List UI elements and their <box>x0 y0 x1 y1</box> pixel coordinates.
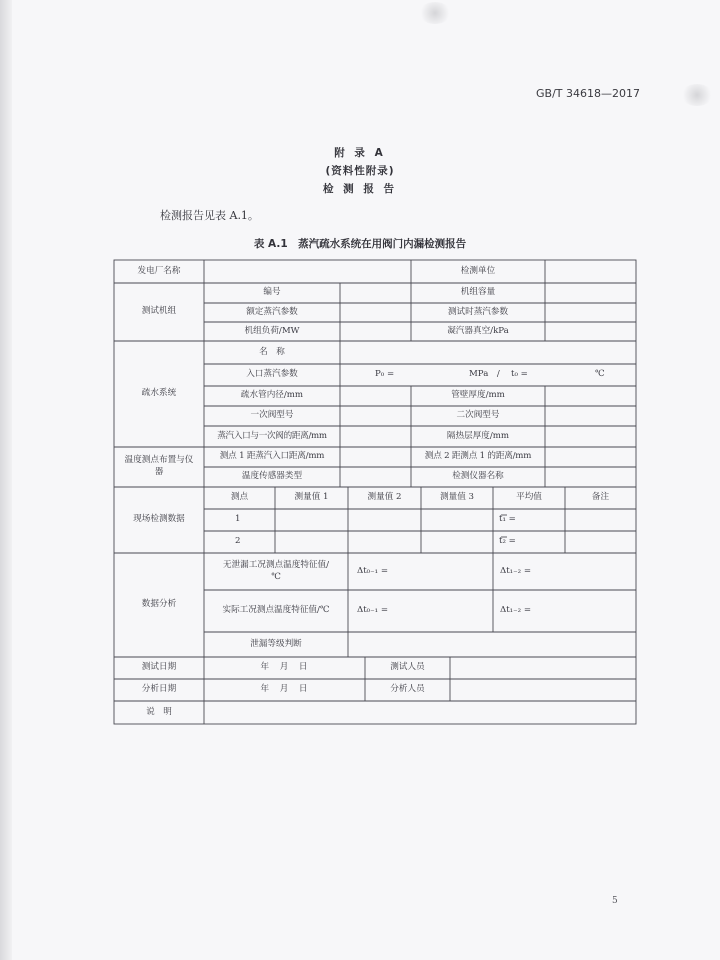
field-row-2-average: t₂ = <box>499 536 516 547</box>
sensor-layout-group-label: 温度测点布置与仪器 <box>124 455 194 477</box>
field-data-group-label: 现场检测数据 <box>133 514 185 525</box>
unit-load-value <box>340 322 411 341</box>
actual-temperature-label: 实际工况测点温度特征值/℃ <box>222 605 330 616</box>
field-header-remarks: 备注 <box>591 492 610 503</box>
secondary-valve-value <box>545 406 636 426</box>
actual-dt01: Δt₀₋₁ = <box>357 605 389 616</box>
power-plant-value <box>204 260 411 283</box>
condenser-vacuum-value <box>545 322 636 341</box>
actual-dt12: Δt₁₋₂ = <box>500 605 532 616</box>
no-leak-dt12: Δt₁₋₂ = <box>500 565 532 576</box>
power-plant-label: 发电厂名称 <box>137 265 181 276</box>
temperature-unit: ℃ <box>595 369 605 380</box>
test-date-value: 年 月 日 <box>260 662 309 673</box>
analysis-date-label: 分析日期 <box>141 684 177 695</box>
pipe-diameter-value <box>340 386 411 406</box>
test-date-label: 测试日期 <box>141 662 177 673</box>
point2-distance-label: 测点 2 距测点 1 的距离/mm <box>424 451 532 462</box>
no-leak-temperature-label: 无泄漏工况测点温度特征值/℃ <box>222 559 330 582</box>
field-row-1-point: 1 <box>235 514 241 525</box>
unit-load-label: 机组负荷/MW <box>244 325 300 336</box>
inlet-steam-label: 入口蒸汽参数 <box>246 369 298 380</box>
drain-system-group-label: 疏水系统 <box>141 388 177 399</box>
instrument-label: 检测仪器名称 <box>452 471 504 482</box>
wall-thickness-label: 管壁厚度/mm <box>451 390 505 401</box>
appendix-title: 附 录 A <box>334 147 386 159</box>
wall-thickness-value <box>545 386 636 406</box>
leak-grade-label: 泄漏等级判断 <box>250 638 302 649</box>
no-leak-dt01: Δt₀₋₁ = <box>357 565 389 576</box>
drain-name-value <box>340 341 636 364</box>
analyst-value <box>450 679 636 701</box>
sensor-type-value <box>340 467 411 487</box>
document-code: GB/T 34618—2017 <box>536 87 640 100</box>
field-header-measure-1: 测量值 1 <box>294 492 329 503</box>
insulation-label: 隔热层厚度/mm <box>446 430 510 441</box>
pipe-diameter-label: 疏水管内径/mm <box>240 390 304 401</box>
unit-number-value <box>340 283 411 303</box>
point1-distance-label: 测点 1 距蒸汽入口距离/mm <box>219 451 325 462</box>
analysis-date-value: 年 月 日 <box>260 684 309 695</box>
analysis-group-label: 数据分析 <box>141 599 177 610</box>
tester-value <box>450 657 636 679</box>
field-header-point: 测点 <box>230 492 249 503</box>
appendix-nature: (资料性附录) <box>325 165 395 177</box>
field-header-measure-2: 测量值 2 <box>367 492 402 503</box>
tester-label: 测试人员 <box>390 662 425 673</box>
leak-grade-value <box>348 632 636 657</box>
test-steam-label: 测试时蒸汽参数 <box>447 306 509 317</box>
appendix-subtitle: 检 测 报 告 <box>323 183 397 195</box>
unit-number-label: 编号 <box>263 287 281 298</box>
point1-distance-value <box>340 447 411 467</box>
secondary-valve-label: 二次阀型号 <box>456 410 500 421</box>
insulation-value <box>545 426 636 447</box>
table-title: 表 A.1 蒸汽疏水系统在用阀门内漏检测报告 <box>253 238 467 250</box>
inlet-pressure-symbol: P₀ = <box>375 369 395 380</box>
rated-steam-label: 额定蒸汽参数 <box>246 306 298 317</box>
testing-unit-label: 检测单位 <box>460 265 496 276</box>
analyst-label: 分析人员 <box>390 684 425 695</box>
testing-unit-value <box>545 260 636 283</box>
field-header-measure-3: 测量值 3 <box>440 492 474 503</box>
primary-valve-label: 一次阀型号 <box>250 410 294 421</box>
page-number: 5 <box>612 896 618 906</box>
test-unit-group-label: 测试机组 <box>141 306 177 317</box>
field-row-1-average: t₁ = <box>499 514 516 525</box>
primary-valve-value <box>340 406 411 426</box>
inlet-distance-label: 蒸汽入口与一次阀的距离/mm <box>217 430 327 441</box>
unit-capacity-value <box>545 283 636 303</box>
instrument-value <box>545 467 636 487</box>
condenser-vacuum-label: 凝汽器真空/kPa <box>447 325 509 336</box>
pressure-unit: MPa / <box>469 369 500 380</box>
remarks-value <box>204 701 636 724</box>
sensor-type-label: 温度传感器类型 <box>241 471 303 482</box>
intro-text: 检测报告见表 A.1。 <box>160 209 259 222</box>
unit-capacity-label: 机组容量 <box>460 287 496 298</box>
inlet-temperature-symbol: t₀ = <box>511 369 528 380</box>
field-row-2-point: 2 <box>235 536 241 547</box>
drain-name-label: 名 称 <box>259 346 285 357</box>
rated-steam-value <box>340 303 411 322</box>
inlet-distance-value <box>340 426 411 447</box>
test-steam-value <box>545 303 636 322</box>
point2-distance-value <box>545 447 636 467</box>
field-header-average: 平均值 <box>516 492 542 503</box>
remarks-label: 说 明 <box>146 706 172 717</box>
